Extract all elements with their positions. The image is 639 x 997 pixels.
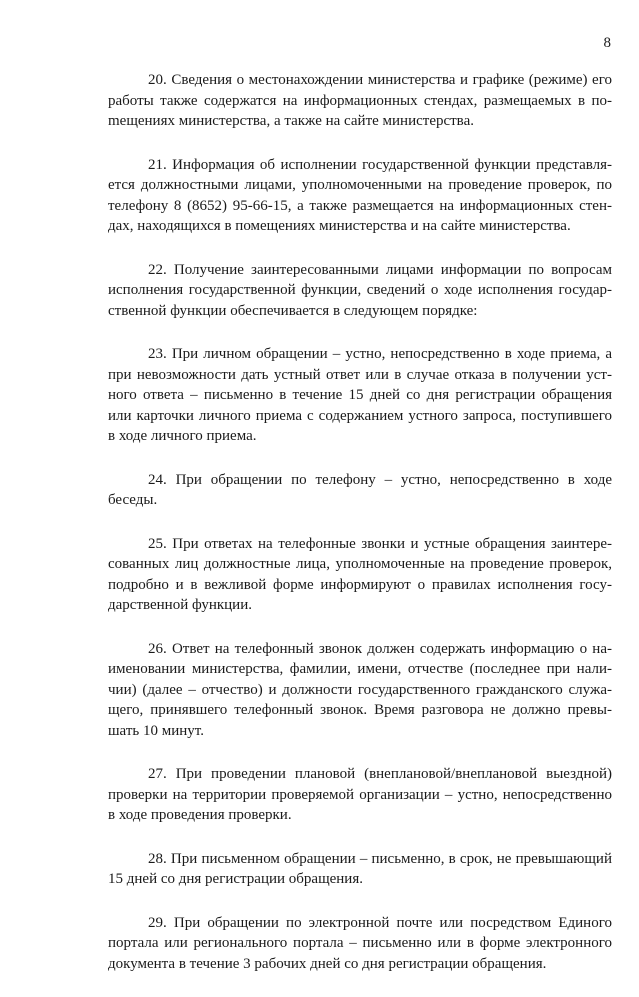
paragraph-27: 27. При проведении плановой (внеплановой/внеплановой выездной) проверки на территории проверяемой организации – устно, непосредственно в ходе проведения проверки. bbox=[108, 766, 612, 823]
paragraph-21: 21. Информация об исполнении государственной функции представляется должностными лицами, уполномоченными на проведение проверок, по телефону 8 (8652) 95-66-15, а также размещается на информационных стендах, находящихся в помещениях министерства и на сайте министерства. bbox=[108, 156, 612, 234]
paragraph-22: 22. Получение заинтересованными лицами информации по вопросам исполнения государственной функции, сведений о ходе исполнения государственной функции обеспечивается в следующем порядке: bbox=[108, 261, 612, 319]
paragraph-29: 29. При обращении по электронной почте или посредством Единого портала или регионального портала – письменно или в форме электронного документа в течение 3 рабочих дней со дня регистрации обращения. bbox=[108, 914, 612, 972]
page-number: 8 bbox=[603, 35, 611, 51]
paragraph-23: 23. При личном обращении – устно, непосредственно в ходе приема, а при невозможности дать устный ответ или в случае отказа в получении устного ответа – письменно в течение 15 дней со дня регистрации обращения или карточки личного приема с содержанием устного запроса, поступившего в ходе личного приема. bbox=[108, 346, 612, 444]
paragraph-20: 20. Сведения о местонахождении министерства и графике (режиме) его работы также содержатся на информационных стендах, размещаемых в поmещениях министерства, а также на сайте министерства. bbox=[108, 72, 612, 129]
paragraph-26: 26. Ответ на телефонный звонок должен содержать информацию о наименовании министерства, фамилии, имени, отчестве (последнее при наличии) (далее – отчество) и должности государственного гражданского служащего, принявшего телефонный звонок. Время разговора не должно превышать 10 минут. bbox=[108, 640, 612, 739]
paragraph-24: 24. При обращении по телефону – устно, непосредственно в ходе беседы. bbox=[108, 471, 612, 508]
paragraph-25: 25. При ответах на телефонные звонки и устные обращения заинтересованных лиц должностные лица, уполномоченные на проведение проверок, подробно и в вежливой форме информируют о правилах исполнения государственной функции. bbox=[108, 535, 612, 613]
paragraph-28: 28. При письменном обращении – письменно, в срок, не превышающий 15 дней со дня регистрации обращения. bbox=[108, 850, 612, 887]
document-body bbox=[108, 70, 612, 997]
